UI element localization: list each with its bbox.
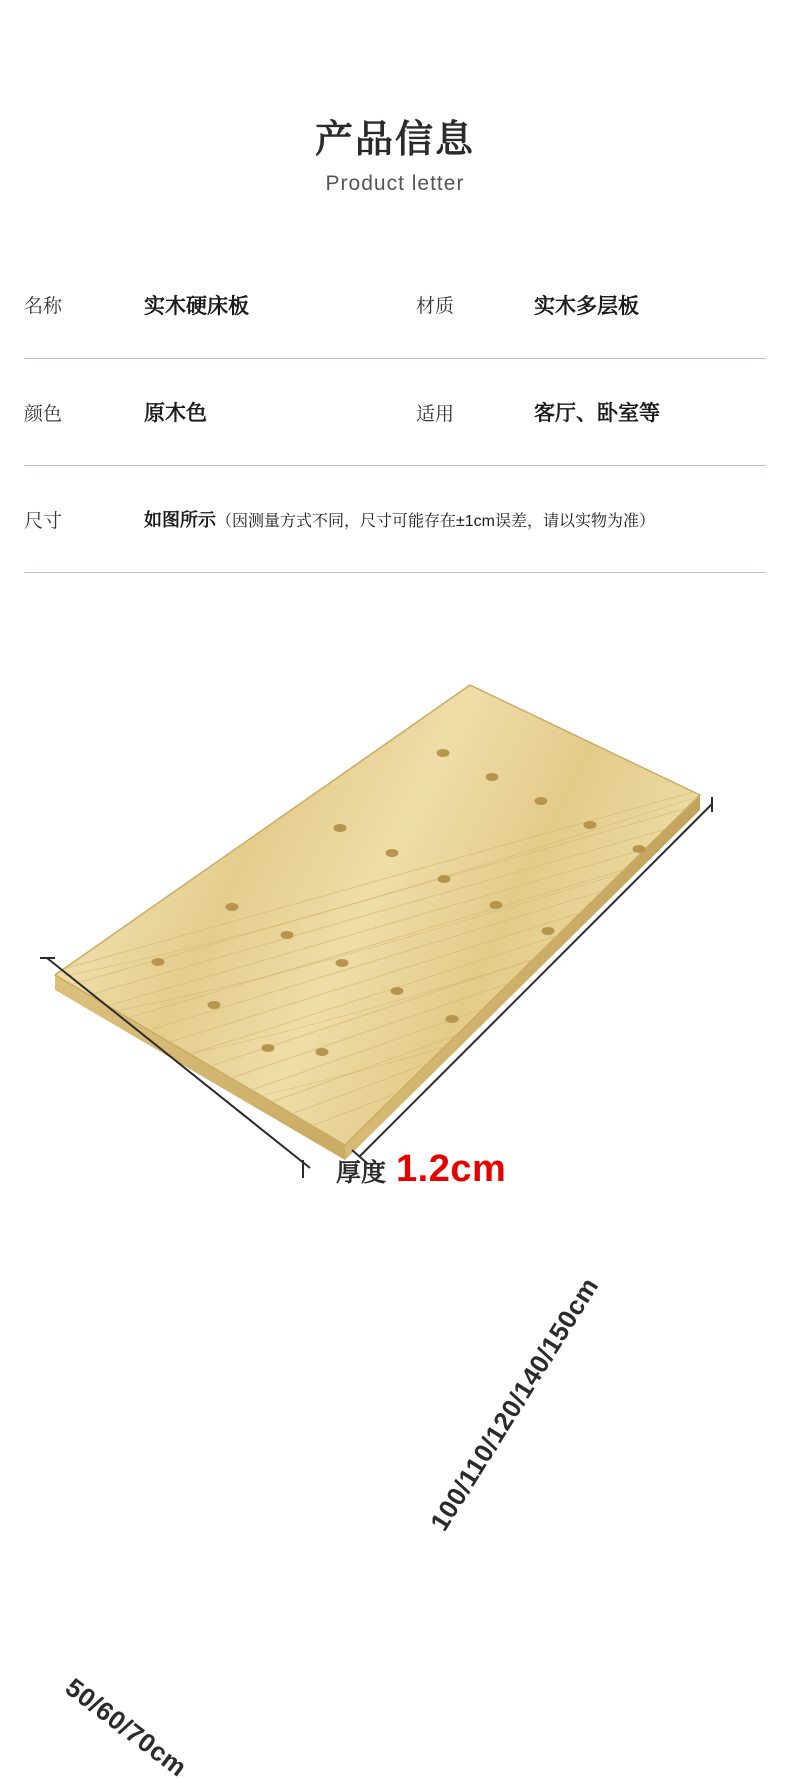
spec-label-name: 名称 (24, 252, 144, 359)
spec-label-material: 材质 (416, 252, 534, 359)
table-row (24, 252, 766, 359)
spec-value-size (144, 466, 766, 573)
spec-value-color: 原木色 (144, 359, 416, 466)
table-row (24, 359, 766, 466)
table-row-size (24, 466, 766, 573)
thickness-label: 厚度 (336, 1159, 387, 1187)
spec-label-size: 尺寸 (24, 466, 144, 573)
spec-value-usage: 客厅、卧室等 (534, 359, 766, 466)
page-title: 产品信息 (314, 119, 475, 161)
spec-value-material: 实木多层板 (534, 252, 766, 359)
thickness-callout (336, 1148, 506, 1191)
spec-label-color: 颜色 (24, 359, 144, 466)
board-top-face (55, 685, 776, 1145)
page-header (0, 0, 790, 196)
spec-value-size-note: （因测量方式不同，尺寸可能存在±1cm误差，请以实物为准） (216, 513, 656, 531)
page-subtitle: Product letter (325, 171, 465, 195)
dimension-label-length: 100/110/120/140/150cm (424, 1271, 605, 1536)
dimension-label-width: 50/60/70cm (59, 1672, 193, 1783)
thickness-value: 1.2cm (396, 1148, 507, 1190)
spec-value-name: 实木硬床板 (144, 252, 416, 359)
product-spec-table (24, 252, 766, 574)
spec-value-size-main: 如图所示 (144, 510, 216, 531)
spec-label-usage: 适用 (416, 359, 534, 466)
